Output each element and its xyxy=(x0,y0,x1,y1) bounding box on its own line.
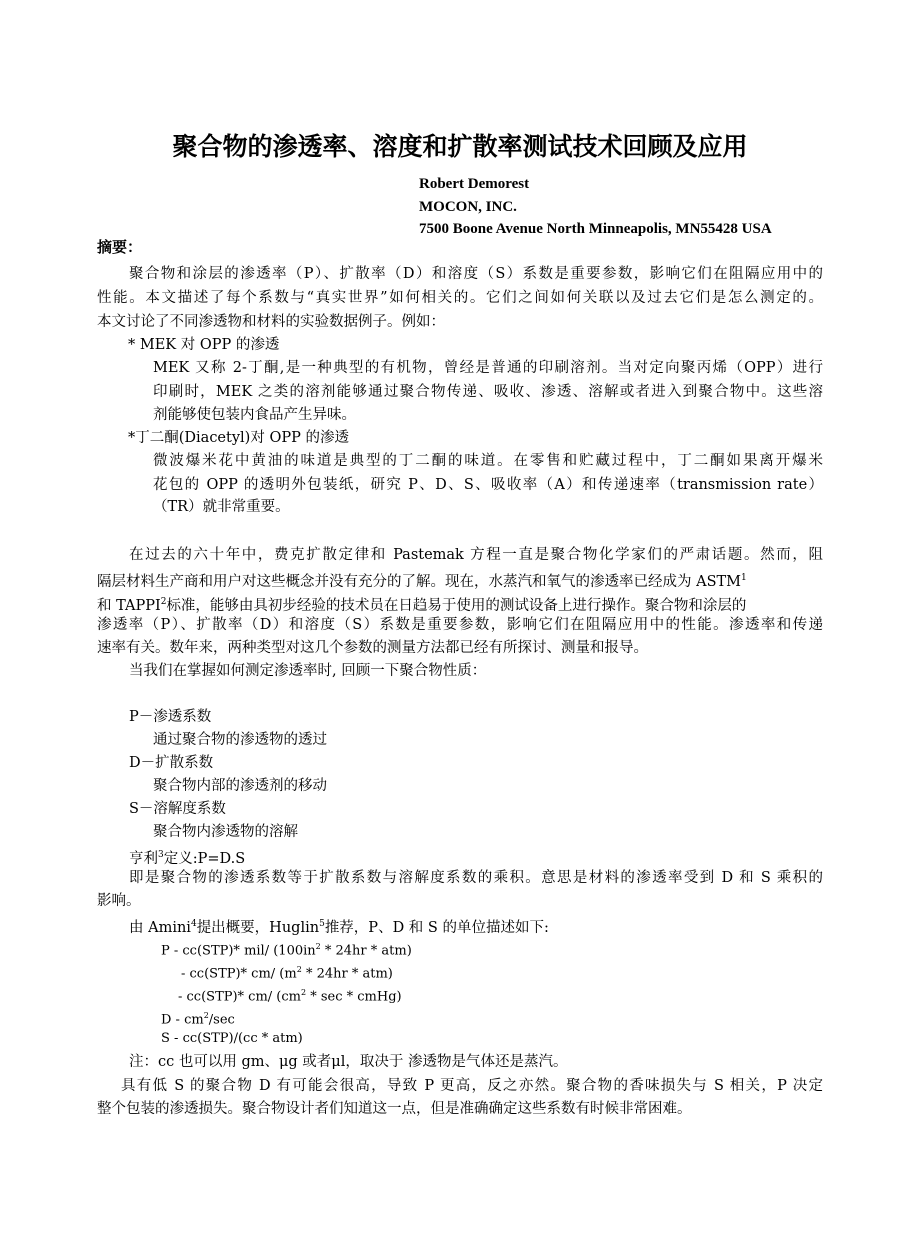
body-line: 渗透率（P）、扩散率（D）和溶度（S）系数是重要参数，影响它们在阻隔应用中的性能。渗透率和传递 xyxy=(97,617,823,633)
definition-d-desc: 聚合物内部的渗透剂的移动 xyxy=(153,778,327,794)
abstract-line: 聚合物和涂层的渗透率（P）、扩散率（D）和溶度（S）系数是重要参数，影响它们在阻隔应用中的 xyxy=(129,266,823,282)
body-line: 当我们在掌握如何测定渗透率时, 回顾一下聚合物性质： xyxy=(129,663,487,679)
example-line: 印刷时，MEK 之类的溶剂能够通过聚合物传递、吸收、渗透、溶解或者进入到聚合物中。这些溶 xyxy=(153,384,823,400)
body-line: 速率有关。数年来，两种类型对这几个参数的测量方法都已经有所探讨、测量和报导。 xyxy=(97,640,648,656)
example-line: 剂能够使包装内食品产生异味。 xyxy=(153,407,356,423)
page-title: 聚合物的渗透率、溶度和扩散率测试技术回顾及应用 xyxy=(172,132,748,161)
closing-line: 整个包装的渗透损失。聚合物设计者们知道这一点，但是准确确定这些系数有时候非常困难。 xyxy=(97,1101,692,1117)
abstract-line: 性能。本文描述了每个系数与“真实世界”如何相关的。它们之间如何关联以及过去它们是怎么测定的。 xyxy=(97,290,823,306)
meaning-line: 即是聚合物的渗透系数等于扩散系数与溶解度系数的乘积。意思是材料的渗透率受到 D 和 S 乘积的 xyxy=(129,870,823,886)
unit-p-line: - cc(STP)* cm/ ($cm^2$ * sec * cmHg) xyxy=(178,988,402,1005)
definition-s-desc: 聚合物内渗透物的溶解 xyxy=(153,824,298,840)
abstract-line: 本文讨论了不同渗透物和材料的实验数据例子。例如： xyxy=(97,314,445,330)
footnote-ref: 3 xyxy=(158,850,164,860)
footnote-ref: 5 xyxy=(319,919,325,929)
example-heading: *丁二酮(Diacetyl)对 OPP 的渗透 xyxy=(128,430,349,446)
example-line: 花包的 OPP 的透明外包装纸，研究 P、D、S、吸收率（A）和传递速率（transmission rate） xyxy=(153,477,823,493)
author-org: MOCON, INC. xyxy=(419,199,517,215)
unit-d-line: D - $cm^2/\sec$ xyxy=(161,1011,235,1028)
definition-d-heading: D－扩散系数 xyxy=(129,755,214,771)
example-line: MEK 又称 2-丁酮,是一种典型的有机物，曾经是普通的印刷溶剂。当对定向聚丙烯（OPP）进行 xyxy=(153,360,823,376)
author-address: 7500 Boone Avenue North Minneapolis, MN55428 USA xyxy=(419,221,772,237)
unit-s-line: S - cc(STP)/(cc * atm) xyxy=(161,1031,303,1046)
footnote-ref: 2 xyxy=(160,597,167,607)
definition-s-heading: S－溶解度系数 xyxy=(129,801,226,817)
example-line: （TR）就非常重要。 xyxy=(153,499,290,515)
footnote-ref: 1 xyxy=(741,573,747,583)
body-line: 隔层材料生产商和用户对这些概念并没有充分的了解。现在，水蒸汽和氧气的渗透率已经成为 ASTM$^1$ xyxy=(97,573,747,590)
units-note: 注：cc 也可以用 gm、μg 或者μl，取决于 渗透物是气体还是蒸汽。 xyxy=(129,1054,568,1070)
example-heading: * MEK 对 OPP 的渗透 xyxy=(128,337,280,353)
example-line: 微波爆米花中黄油的味道是典型的丁二酮的味道。在零售和贮藏过程中，丁二酮如果离开爆米 xyxy=(153,453,823,469)
definition-p-desc: 通过聚合物的渗透物的透过 xyxy=(153,732,327,748)
henry-definition: 亨利$^3$定义:P=D.S xyxy=(129,850,246,867)
definition-p-heading: P－渗透系数 xyxy=(129,709,212,725)
unit-p-line: - cc(STP)* cm/ $(m^2 * 24hr * atm)$ xyxy=(181,965,393,982)
abstract-heading: 摘要： xyxy=(97,238,143,256)
author-name: Robert Demorest xyxy=(419,176,530,192)
unit-p-line: P - cc(STP)* mil/ $(100in^2 * 24hr * atm)$ xyxy=(161,942,412,959)
meaning-line: 影响。 xyxy=(97,893,141,909)
closing-line: 具有低 S 的聚合物 D 有可能会很高，导致 P 更高，反之亦然。聚合物的香味损失与 S 相关，P 决定 xyxy=(121,1078,823,1094)
footnote-ref: 4 xyxy=(190,919,197,929)
body-line: 和 TAPPI$^2$标准，能够由具初步经验的技术员在日趋易于使用的测试设备上进行操作。聚合物和涂层的 xyxy=(97,597,747,614)
units-intro: 由 Amini$^4$提出概要，Huglin$^5$推荐，P、D 和 S 的单位描述如下: xyxy=(129,919,549,936)
body-line: 在过去的六十年中，费克扩散定律和 Pastemak 方程一直是聚合物化学家们的严肃话题。然而，阻 xyxy=(129,547,823,563)
